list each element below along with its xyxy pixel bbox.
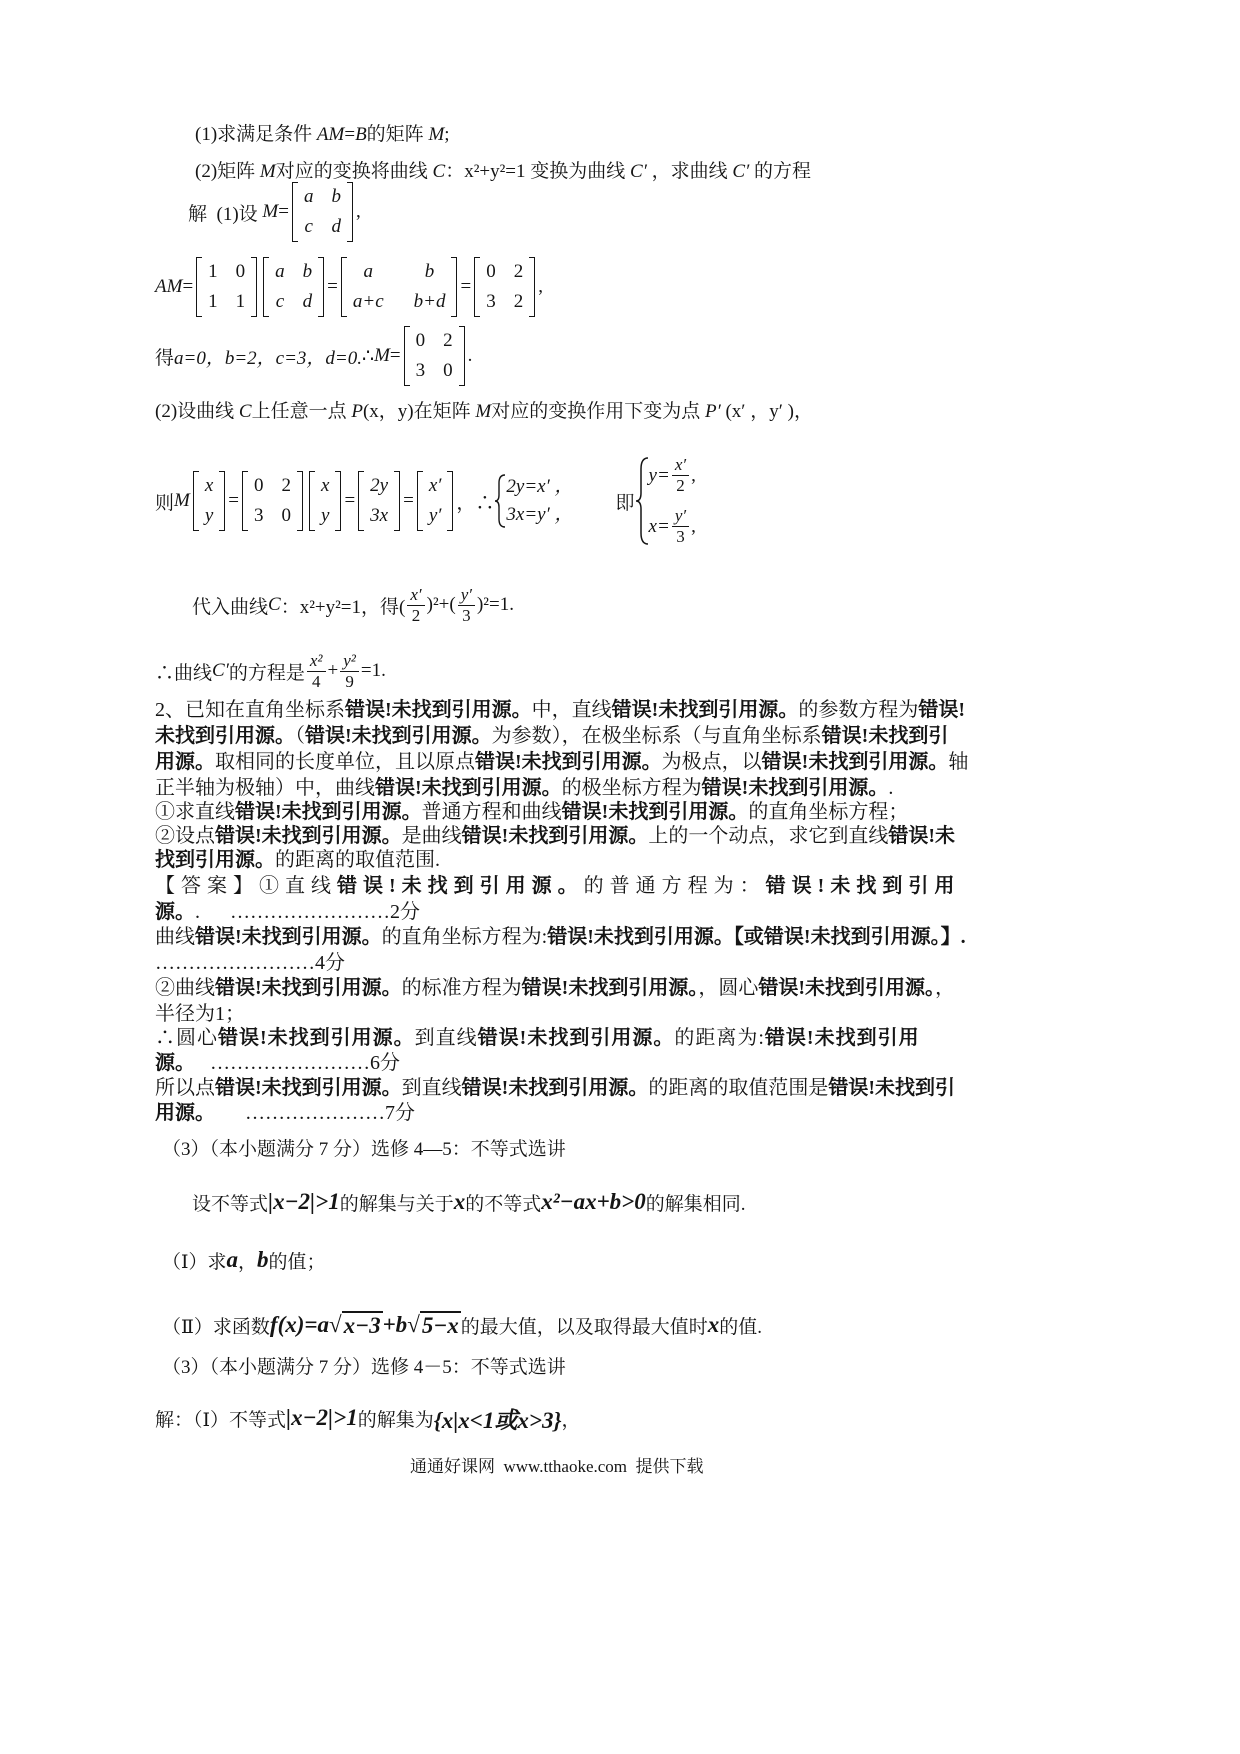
matrix-cells bbox=[199, 471, 219, 531]
solution-line-product bbox=[155, 262, 543, 312]
matrix-cell: c bbox=[304, 216, 313, 237]
text-segment: （Ⅰ）求 bbox=[162, 1251, 227, 1273]
fraction bbox=[672, 455, 689, 496]
problem-3-solution bbox=[155, 1400, 581, 1436]
math-variable: C bbox=[238, 401, 252, 422]
broken-reference: 错误!未找到引用源。 bbox=[461, 1077, 649, 1099]
text-segment: , bbox=[691, 464, 696, 486]
matrix-cell: 3 bbox=[486, 291, 496, 312]
sqrt-sign: √ bbox=[407, 1312, 420, 1337]
text-segment: = bbox=[389, 345, 401, 366]
text-segment: 的方程 bbox=[749, 161, 811, 182]
broken-reference: 错误!未找到引用源。 bbox=[215, 825, 402, 847]
equation-system-2 bbox=[635, 455, 696, 547]
text-segment: ①求直线 bbox=[155, 801, 235, 823]
right-bracket bbox=[451, 257, 457, 317]
text-segment: 的解集与关于 bbox=[339, 1193, 454, 1215]
matrix-cell: 2 bbox=[513, 261, 524, 282]
math-variable: C bbox=[268, 594, 281, 615]
denominator: 3 bbox=[462, 605, 471, 625]
numerator: x′ bbox=[672, 455, 689, 476]
solution-line-result-M bbox=[155, 331, 472, 381]
text-segment: )²=1. bbox=[476, 594, 514, 615]
matrix-cell: 1 bbox=[208, 291, 218, 312]
matrix-A bbox=[196, 257, 257, 317]
text-segment: 到直线 bbox=[414, 1027, 478, 1049]
text-segment: 2、已知在直角坐标系 bbox=[155, 699, 345, 721]
broken-reference: 错误!未找到引用源。 bbox=[195, 926, 382, 948]
text-segment: 的解集相同. bbox=[645, 1193, 746, 1215]
text-segment: 上的一个动点，求它到直线 bbox=[648, 825, 889, 847]
problem-3-statement bbox=[192, 1184, 746, 1220]
problem-2-line bbox=[155, 723, 948, 749]
broken-reference: 错误!未找到引用源。 bbox=[761, 751, 949, 773]
broken-reference: 错误!未找到引用 bbox=[764, 1027, 920, 1049]
solution-part-2-intro bbox=[155, 399, 813, 425]
equation-lhs: x= bbox=[648, 515, 670, 537]
text-segment: 即 bbox=[615, 492, 635, 514]
matrix-cells bbox=[347, 257, 452, 317]
numerator: y² bbox=[340, 651, 359, 672]
text-segment: （ bbox=[295, 725, 305, 747]
matrix-cells bbox=[410, 326, 459, 386]
text-segment: , bbox=[691, 515, 696, 537]
right-bracket bbox=[394, 471, 400, 531]
score-leader: …………………7分 bbox=[215, 1102, 415, 1124]
text-segment: = bbox=[403, 490, 414, 511]
column-vector-xy bbox=[193, 471, 225, 531]
radicand: 5−x bbox=[421, 1313, 459, 1338]
problem-2-line bbox=[155, 775, 893, 801]
broken-reference: 源。 bbox=[155, 901, 195, 923]
text-segment: 到直线 bbox=[401, 1077, 462, 1099]
section-heading: （3）（本小题满分 7 分）选修 4—5：不等式选讲 bbox=[162, 1139, 566, 1160]
column-vector-xy bbox=[309, 471, 341, 531]
text-segment: 代入曲线 bbox=[192, 596, 269, 618]
right-bracket bbox=[447, 471, 453, 531]
right-bracket bbox=[459, 326, 465, 386]
text-segment: ： bbox=[445, 161, 465, 182]
matrix-cell: 3 bbox=[254, 505, 264, 526]
broken-reference: 错误!未找到引用源。 bbox=[215, 977, 402, 999]
text-segment: 的距离的取值范围. bbox=[275, 849, 440, 871]
text-segment: 的矩阵 bbox=[366, 124, 429, 145]
answer-line bbox=[155, 899, 420, 925]
math-variable: P′ bbox=[704, 401, 721, 422]
text-segment: (2)矩阵 bbox=[195, 161, 260, 182]
matrix-cell: 3 bbox=[415, 360, 426, 381]
broken-reference: 用源。 bbox=[155, 1102, 215, 1124]
broken-reference: 错误!未找到引用源。 bbox=[461, 825, 649, 847]
math-variable: AM bbox=[155, 276, 183, 297]
answer-line bbox=[155, 873, 960, 899]
solution-line-set-matrix bbox=[188, 187, 361, 237]
text-segment: )²+( bbox=[426, 594, 456, 615]
broken-reference: 错误!未找到引用源。 bbox=[345, 699, 532, 721]
equation: 2y=x′ ， bbox=[506, 476, 574, 497]
equation: 3x=y′ ， bbox=[506, 504, 574, 525]
text-segment: 中，直线 bbox=[531, 699, 612, 721]
text-segment: 解：（Ⅰ）不等式 bbox=[155, 1409, 287, 1431]
text-segment: (2)设曲线 bbox=[155, 401, 239, 422]
problem-2-question-2 bbox=[155, 823, 955, 849]
broken-reference: 错误!未找到引 bbox=[828, 1077, 956, 1099]
matrix-cell: b bbox=[424, 261, 435, 282]
text-segment: 得 bbox=[155, 347, 175, 369]
problem-2-line bbox=[155, 847, 440, 873]
matrix-cell: a bbox=[303, 186, 314, 207]
text-segment: 则 bbox=[155, 492, 175, 514]
answer-line bbox=[155, 975, 955, 1001]
matrix-cell: x bbox=[204, 475, 214, 496]
matrix-cell: 0 bbox=[235, 261, 246, 282]
broken-reference: 错误!未 bbox=[888, 825, 956, 847]
text-segment: (x′ ，y′ )， bbox=[720, 401, 813, 422]
broken-reference: 错误!未找到引用源。 bbox=[475, 751, 662, 773]
broken-reference: 错误!未找到引用源。 bbox=[305, 725, 492, 747]
matrix-B bbox=[474, 257, 535, 317]
solution-set: {x|x<1或x>3} bbox=[433, 1407, 562, 1433]
text-segment: 的标准方程为 bbox=[401, 977, 522, 999]
matrix-cells bbox=[202, 257, 251, 317]
right-bracket bbox=[297, 471, 303, 531]
matrix-cell: c bbox=[275, 291, 285, 312]
math-variable: M bbox=[174, 490, 190, 511]
matrix-cell: a bbox=[363, 261, 373, 282]
broken-reference: 用源。 bbox=[155, 751, 215, 773]
text-segment: ，求曲线 bbox=[646, 161, 733, 182]
function-expression: +b bbox=[382, 1312, 408, 1337]
numerator: x′ bbox=[407, 585, 424, 606]
right-bracket bbox=[318, 257, 324, 317]
text-segment: 是曲线 bbox=[401, 825, 462, 847]
text-segment: 的直角坐标方程； bbox=[748, 801, 909, 823]
fraction bbox=[672, 506, 689, 547]
text-segment: 正半轴为极轴）中，曲线 bbox=[155, 777, 375, 799]
text-segment: = bbox=[327, 276, 338, 297]
broken-reference: 错误!未找到引用源。 bbox=[701, 777, 889, 799]
broken-reference: 未找到引用源。 bbox=[155, 725, 295, 747]
answer-line bbox=[155, 924, 966, 950]
score-leader: ……………………6分 bbox=[195, 1052, 400, 1074]
math-variable: M bbox=[262, 201, 279, 222]
broken-reference: 错误!未找到引用源。 bbox=[477, 1027, 675, 1049]
matrix-cell: 0 bbox=[281, 505, 291, 526]
text-segment: . bbox=[467, 345, 473, 366]
solution-label: 解 bbox=[188, 203, 208, 225]
matrix-cell: y′ bbox=[428, 505, 442, 526]
right-bracket bbox=[347, 182, 353, 242]
fraction bbox=[307, 651, 326, 692]
broken-reference: 错误! bbox=[918, 699, 966, 721]
broken-reference: 源。 bbox=[155, 1052, 195, 1074]
text-segment: 的值； bbox=[268, 1251, 326, 1273]
math-variable: B bbox=[355, 124, 367, 145]
matrix-cell: a bbox=[275, 261, 285, 282]
text-segment: 的直角坐标方程为: bbox=[381, 926, 548, 948]
problem-3-part-1 bbox=[162, 1242, 326, 1278]
matrix-cell: a+c bbox=[352, 291, 384, 312]
math-equation: x²+y²=1 变换为曲线 bbox=[464, 161, 631, 182]
problem-3-part-2 bbox=[162, 1305, 762, 1345]
math-variable: M bbox=[374, 345, 390, 366]
right-bracket bbox=[251, 257, 257, 317]
text-segment: ， bbox=[238, 1251, 258, 1273]
text-segment: =1. bbox=[360, 660, 386, 681]
text-segment: ，∴ bbox=[456, 492, 495, 514]
text-segment: , bbox=[355, 201, 361, 222]
matrix-cells bbox=[364, 471, 394, 531]
math-variable: M bbox=[428, 124, 445, 145]
broken-reference: 错误!未找到引用源。 bbox=[215, 1077, 402, 1099]
answer-line bbox=[155, 1050, 400, 1076]
therefore-symbol: ∴ bbox=[361, 345, 375, 367]
text-segment: 的普通方程为： bbox=[583, 875, 766, 897]
broken-reference: 错误!未找到引用源。 bbox=[763, 926, 941, 948]
text-segment: = bbox=[228, 490, 239, 511]
broken-reference: 找到引用源。 bbox=[155, 849, 275, 871]
text-segment: 上任意一点 bbox=[251, 401, 352, 422]
matrix-cell: 2 bbox=[443, 330, 453, 351]
answer-line bbox=[155, 1025, 920, 1051]
q1-subquestion-2 bbox=[195, 159, 811, 185]
right-bracket bbox=[529, 257, 535, 317]
text-segment: 轴 bbox=[948, 751, 969, 773]
matrix-cell: 2 bbox=[513, 291, 524, 312]
text-segment: 的最大值，以及取得最大值时 bbox=[460, 1316, 708, 1338]
matrix-M bbox=[242, 471, 303, 531]
numerator: y′ bbox=[672, 506, 689, 527]
text-segment: ②曲线 bbox=[155, 977, 215, 999]
broken-reference: 错误!未找到引用 bbox=[765, 875, 961, 897]
text-segment: ，圆心 bbox=[698, 977, 759, 999]
math-variable: x bbox=[707, 1312, 720, 1337]
text-segment: 的距离的取值范围是 bbox=[648, 1077, 829, 1099]
text-segment: 的距离为: bbox=[674, 1027, 765, 1049]
matrix-cell: d bbox=[331, 216, 341, 237]
math-variable: M bbox=[475, 401, 492, 422]
math-variable: C′ bbox=[630, 161, 647, 182]
matrix-cell: y bbox=[321, 505, 330, 526]
math-expression: x²−ax+b>0 bbox=[541, 1189, 646, 1214]
text-segment: 的参数方程为 bbox=[798, 699, 919, 721]
math-variable: b bbox=[257, 1247, 269, 1272]
numerator: y′ bbox=[458, 585, 475, 606]
text-segment: 的方程是 bbox=[228, 662, 305, 684]
solution-line-conclusion bbox=[155, 646, 386, 696]
matrix-cells bbox=[248, 471, 297, 531]
fraction bbox=[340, 651, 359, 692]
matrix-product bbox=[341, 257, 458, 317]
text-segment: = bbox=[460, 276, 472, 297]
matrix-cells bbox=[298, 182, 347, 242]
equation-lhs: y= bbox=[648, 464, 670, 486]
text-segment: ：x²+y²=1，得( bbox=[280, 596, 406, 618]
problem-2-line bbox=[155, 697, 965, 723]
matrix-cell: 3x bbox=[370, 505, 389, 526]
matrix-cell: 0 bbox=[415, 330, 426, 351]
q1-subquestion-1 bbox=[195, 122, 450, 148]
solution-line-substitute bbox=[192, 580, 514, 630]
denominator: 4 bbox=[311, 671, 321, 691]
matrix-M-result bbox=[404, 326, 465, 386]
broken-reference: 错误!未找到引用源。 bbox=[235, 801, 422, 823]
equation-system-1 bbox=[494, 473, 573, 529]
text-segment: 所以点 bbox=[155, 1077, 215, 1099]
right-bracket bbox=[335, 471, 341, 531]
math-variable: a bbox=[226, 1247, 239, 1272]
text-segment: . bbox=[888, 777, 894, 799]
answer-line bbox=[155, 1100, 415, 1126]
text-segment: = bbox=[344, 124, 356, 145]
math-expression: a=0，b=2，c=3，d=0. bbox=[174, 347, 362, 369]
text-segment: + bbox=[327, 660, 339, 681]
matrix-cell: 1 bbox=[235, 291, 246, 312]
math-expression: |x−2|>1 bbox=[268, 1189, 340, 1214]
equation-rows bbox=[649, 455, 696, 547]
text-segment: = bbox=[278, 201, 289, 222]
text-segment: ; bbox=[444, 124, 450, 145]
broken-reference: 错误!未找到引用源。 bbox=[375, 777, 562, 799]
text-segment: 曲线 bbox=[155, 926, 195, 948]
matrix-cell: 1 bbox=[208, 261, 218, 282]
denominator: 2 bbox=[676, 476, 685, 495]
right-bracket bbox=[219, 471, 225, 531]
text-segment: 的值. bbox=[719, 1316, 763, 1338]
answer-line bbox=[155, 950, 345, 976]
text-segment: 半径为1； bbox=[155, 1003, 245, 1025]
matrix-cells bbox=[480, 257, 529, 317]
math-expression: |x−2|>1 bbox=[286, 1405, 358, 1430]
text-segment: ∴圆心 bbox=[155, 1027, 218, 1049]
text-segment: ②设点 bbox=[155, 825, 215, 847]
text-segment: (x，y)在矩阵 bbox=[362, 401, 476, 422]
text-segment: 普通方程和曲线 bbox=[421, 801, 562, 823]
text-segment: 取相同的长度单位，且以原点 bbox=[215, 751, 475, 773]
text-segment: 对应的变换作用下变为点 bbox=[491, 401, 705, 422]
sqrt-sign: √ bbox=[329, 1312, 342, 1337]
solution-line-transform bbox=[155, 455, 696, 547]
score-leader: ……………………4分 bbox=[155, 952, 345, 974]
math-variable: C′ bbox=[212, 660, 229, 681]
text-segment: 】. bbox=[940, 926, 966, 948]
text-segment: ， bbox=[935, 977, 956, 999]
broken-reference: 错误!未找到引 bbox=[821, 725, 949, 747]
denominator: 2 bbox=[411, 605, 421, 625]
matrix-cell: b bbox=[331, 186, 341, 207]
text-segment: 的解集为 bbox=[357, 1409, 434, 1431]
matrix-cell: 0 bbox=[443, 360, 453, 381]
numerator: x² bbox=[307, 651, 326, 672]
text-segment: (1)求满足条件 bbox=[195, 124, 317, 145]
matrix-cell: x bbox=[321, 475, 330, 496]
text-segment: 对应的变换将曲线 bbox=[275, 161, 433, 182]
answer-line bbox=[155, 1075, 955, 1101]
matrix-cell: y bbox=[204, 505, 214, 526]
text-segment: 设不等式 bbox=[192, 1193, 269, 1215]
text-segment: 【答案】①直线 bbox=[155, 875, 337, 897]
math-variable: M bbox=[259, 161, 276, 182]
text-segment: = bbox=[344, 490, 356, 511]
matrix-cells bbox=[423, 471, 448, 531]
matrix-cell: 0 bbox=[486, 261, 496, 282]
equation-rows bbox=[506, 473, 573, 529]
text-segment: 【或 bbox=[733, 926, 764, 948]
score-leader: . ……………………2分 bbox=[195, 901, 420, 923]
text-segment: ∴曲线 bbox=[155, 662, 213, 684]
text-segment: ， bbox=[561, 1409, 581, 1431]
text-segment: （Ⅱ）求函数 bbox=[162, 1316, 270, 1338]
left-brace-icon bbox=[494, 474, 506, 528]
broken-reference: 错误!未找到引用源。 bbox=[547, 926, 734, 948]
answer-line bbox=[155, 1001, 245, 1027]
math-variable: P bbox=[351, 401, 363, 422]
matrix-cell: d bbox=[302, 291, 313, 312]
broken-reference: 错误!未找到引用源。 bbox=[611, 699, 799, 721]
broken-reference: 错误!未找到引用源。 bbox=[218, 1027, 415, 1049]
math-variable: x bbox=[453, 1189, 466, 1214]
column-vector-prime bbox=[417, 471, 454, 531]
matrix-cell: 0 bbox=[254, 475, 264, 496]
equation bbox=[649, 506, 696, 547]
matrix-cell: b bbox=[302, 261, 313, 282]
text-segment: (1)设 bbox=[207, 203, 263, 225]
math-variable: C bbox=[432, 161, 446, 182]
denominator: 9 bbox=[345, 671, 354, 691]
problem-2-question-1 bbox=[155, 799, 908, 825]
column-vector-result bbox=[358, 471, 400, 531]
matrix-cells bbox=[269, 257, 318, 317]
problem-2-line bbox=[155, 749, 968, 775]
text-segment: = bbox=[182, 276, 194, 297]
text-segment: , bbox=[538, 276, 543, 297]
matrix-cells bbox=[315, 471, 335, 531]
left-brace-icon bbox=[635, 457, 649, 545]
broken-reference: 错误!未找到引用源。 bbox=[521, 977, 699, 999]
text-segment: 的极坐标方程为 bbox=[561, 777, 702, 799]
function-expression: f(x)=a bbox=[269, 1312, 330, 1337]
section-heading: （3）（本小题满分 7 分）选修 4－5：不等式选讲 bbox=[162, 1357, 566, 1378]
text-segment: 为参数），在极坐标系（与直角坐标系 bbox=[491, 725, 822, 747]
equation bbox=[649, 455, 696, 496]
fraction bbox=[407, 585, 424, 626]
broken-reference: 错误!未找到引用源。 bbox=[337, 875, 584, 897]
denominator: 3 bbox=[676, 527, 685, 546]
matrix-cell: x′ bbox=[428, 475, 442, 496]
broken-reference: 错误!未找到引用源。 bbox=[561, 801, 749, 823]
math-variable: AM bbox=[316, 124, 345, 145]
page-footer: 通通好课网 www.tthaoke.com 提供下载 bbox=[410, 1457, 704, 1476]
matrix-cell: b+d bbox=[413, 291, 446, 312]
matrix-M bbox=[292, 182, 353, 242]
matrix-M bbox=[263, 257, 324, 317]
matrix-cell: 2 bbox=[281, 475, 291, 496]
fraction bbox=[458, 585, 475, 626]
broken-reference: 错误!未找到引用源。 bbox=[758, 977, 936, 999]
text-segment: 为极点，以 bbox=[661, 751, 762, 773]
math-variable: C′ bbox=[732, 161, 750, 182]
matrix-cell: 2y bbox=[370, 475, 389, 496]
radicand: x−3 bbox=[343, 1313, 381, 1338]
text-segment: 的不等式 bbox=[465, 1193, 542, 1215]
